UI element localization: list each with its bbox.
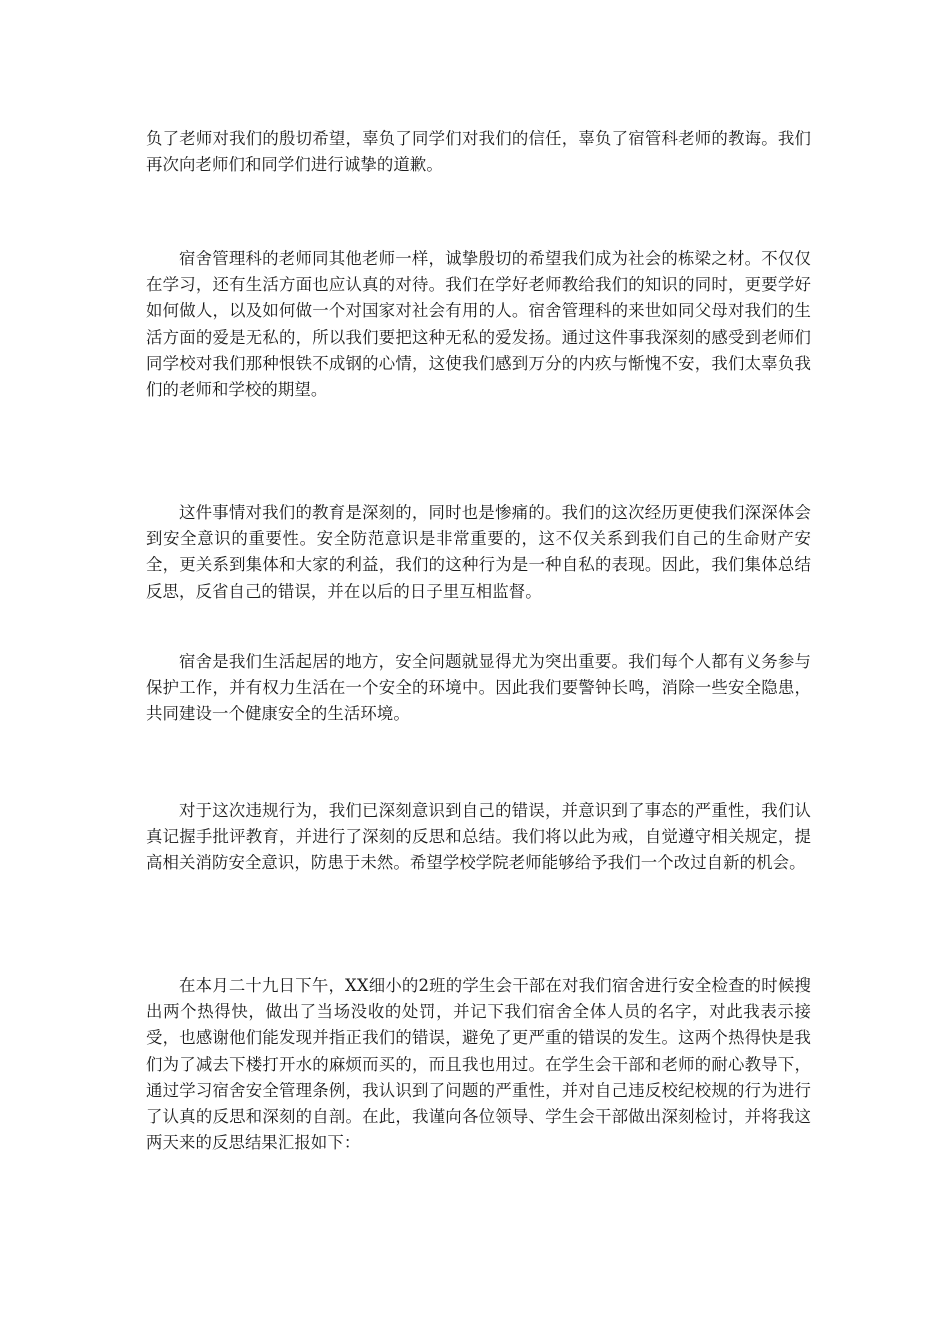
paragraph-safety-lesson: 这件事情对我们的教育是深刻的，同时也是惨痛的。我们的这次经历更使我们深深体会到安全意识的重要性。安全防范意识是非常重要的，这不仅关系到我们自己的生命财产安全，更关系到集体和大家的利益，我们的这种行为是一种自私的表现。因此，我们集体总结反思，反省自己的错误，并在以后的日子里互相监督。: [146, 503, 811, 601]
paragraph-incident-account: 在本月二十九日下午，XX细小的2班的学生会干部在对我们宿舍进行安全检查的时候搜出两个热得快，做出了当场没收的处罚，并记下我们宿舍全体人员的名字，对此我表示接受，也感谢他们能发现并指正我们的错误，避免了更严重的错误的发生。这两个热得快是我们为了减去下楼打开水的麻烦而买的，而且我也用过。在学生会干部和老师的耐心教导下，通过学习宿舍安全管理条例，我认识到了问题的严重性，并对自己违反校纪校规的行为进行了认真的反思和深刻的自剖。在此，我谨向各位领导、学生会干部做出深刻检讨，并将我这两天来的反思结果汇报如下：: [146, 976, 811, 1153]
paragraph-dorm-management: 宿舍管理科的老师同其他老师一样，诚挚殷切的希望我们成为社会的栋梁之材。不仅仅在学习，还有生活方面也应认真的对待。我们在学好老师教给我们的知识的同时，更要学好如何做人，以及如何做一个对国家对社会有用的人。宿舍管理科的来世如同父母对我们的生活方面的爱是无私的，所以我们要把这种无私的爱发扬。通过这件事我深刻的感受到老师们同学校对我们那种恨铁不成钢的心情，这使我们感到万分的内疚与惭愧不安，我们太辜负我们的老师和学校的期望。: [146, 249, 811, 400]
paragraph-violation-reflection: 对于这次违规行为，我们已深刻意识到自己的错误，并意识到了事态的严重性，我们认真记握手批评教育，并进行了深刻的反思和总结。我们将以此为戒，自觉遵守相关规定，提高相关消防安全意识，防患于未然。希望学校学院老师能够给予我们一个改过自新的机会。: [146, 801, 811, 873]
paragraph-dorm-safety: 宿舍是我们生活起居的地方，安全问题就显得尤为突出重要。我们每个人都有义务参与保护工作，并有权力生活在一个安全的环境中。因此我们要警钟长鸣，消除一些安全隐患，共同建设一个健康安全的生活环境。: [146, 652, 811, 724]
paragraph-continuation: 负了老师对我们的殷切希望，辜负了同学们对我们的信任，辜负了宿管科老师的教诲。我们再次向老师们和同学们进行诚挚的道歉。: [146, 129, 811, 175]
